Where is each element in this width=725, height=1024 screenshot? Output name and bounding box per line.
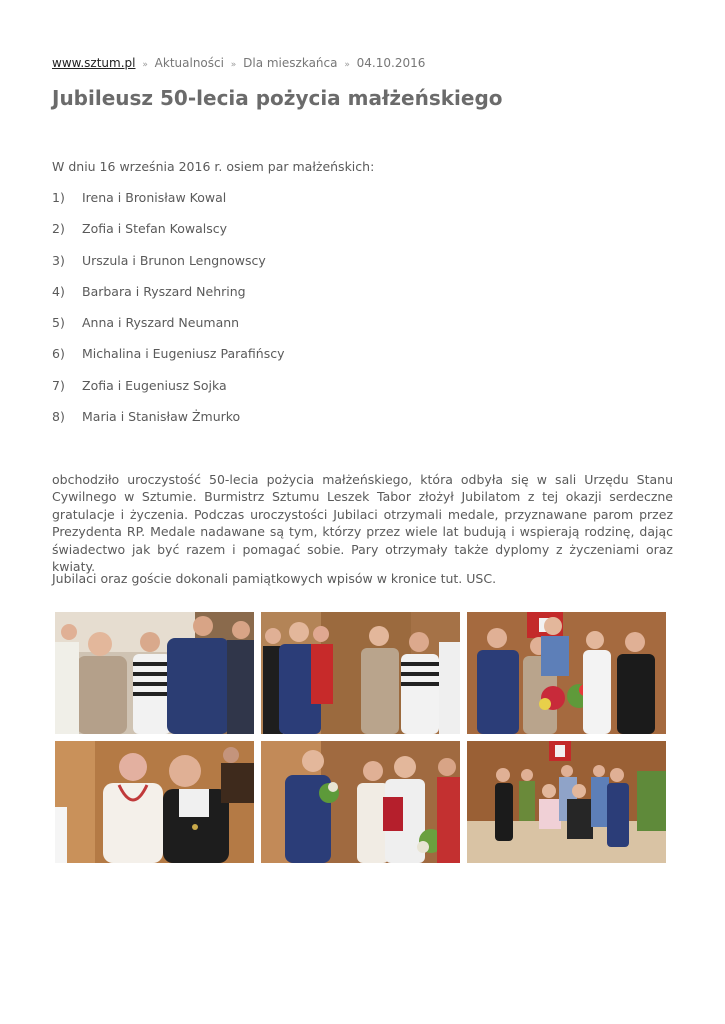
photo-image xyxy=(55,741,254,863)
list-item-name: Anna i Ryszard Neumann xyxy=(82,315,240,331)
couples-list xyxy=(52,190,284,440)
list-item-number: 1) xyxy=(52,190,65,205)
gallery-photo[interactable] xyxy=(261,612,460,734)
list-item-name: Maria i Stanisław Żmurko xyxy=(82,409,241,425)
breadcrumb-separator: » xyxy=(230,60,237,70)
breadcrumb-home-link[interactable]: www.sztum.pl xyxy=(52,56,136,70)
list-item-number: 3) xyxy=(52,252,65,268)
gallery-photo[interactable] xyxy=(467,741,666,863)
list-item-name: Barbara i Ryszard Nehring xyxy=(82,283,246,299)
list-item-name: Zofia i Eugeniusz Sojka xyxy=(82,377,227,393)
list-item xyxy=(52,315,284,346)
list-item-number: 5) xyxy=(52,315,65,331)
list-item xyxy=(52,284,284,315)
photo-image xyxy=(261,741,460,863)
list-item xyxy=(52,253,284,284)
photo-image xyxy=(467,612,666,734)
list-item-number: 8) xyxy=(52,409,65,425)
photo-image xyxy=(261,612,460,734)
list-item-number: 2) xyxy=(52,221,65,237)
list-item xyxy=(52,190,284,221)
intro-text: W dniu 16 września 2016 r. osiem par małżeńskich: xyxy=(52,159,375,174)
list-item-name: Irena i Bronisław Kowal xyxy=(82,190,227,205)
breadcrumb-item-news[interactable]: Aktualności xyxy=(154,56,224,70)
photo-image xyxy=(55,612,254,734)
list-item-name: Zofia i Stefan Kowalscy xyxy=(82,221,228,237)
photo-image xyxy=(467,741,666,863)
list-item-name: Urszula i Brunon Lengnowscy xyxy=(82,252,266,268)
page-title: Jubileusz 50-lecia pożycia małżeńskiego xyxy=(52,86,503,110)
list-item xyxy=(52,221,284,252)
gallery-photo[interactable] xyxy=(467,612,666,734)
list-item-name: Michalina i Eugeniusz Parafińscy xyxy=(82,346,285,362)
breadcrumb xyxy=(52,56,425,70)
gallery-photo[interactable] xyxy=(55,612,254,734)
breadcrumb-item-date: 04.10.2016 xyxy=(356,56,426,70)
ceremony-paragraph: obchodziło uroczystość 50-lecia pożycia małżeńskiego, która odbyła się w sali Urzędu Stanu Cywilnego w Sztumie. Burmistrz Sztumu Leszek Tabor złożył Jubilatom z tej okazji serdeczne gratulacje i życzenia. Podczas uroczystości Jubilaci otrzymali medale, przyznawane parom przez Prezydenta RP. Medale nadawane są tym, którzy przez wiele lat budują i wspierają rodzinę, dając świadectwo jak być razem i pomagać sobie. Pary otrzymały także dyplomy z życzeniami oraz kwiaty. xyxy=(52,472,673,575)
list-item-number: 7) xyxy=(52,377,65,393)
list-item xyxy=(52,378,284,409)
breadcrumb-separator: » xyxy=(142,60,148,70)
list-item xyxy=(52,346,284,377)
list-item-number: 4) xyxy=(52,283,65,299)
gallery-photo[interactable] xyxy=(55,741,254,863)
breadcrumb-separator: » xyxy=(344,60,350,70)
gallery-photo[interactable] xyxy=(261,741,460,863)
chronicle-paragraph: Jubilaci oraz goście dokonali pamiątkowych wpisów w kronice tut. USC. xyxy=(52,571,497,586)
list-item xyxy=(52,409,284,440)
breadcrumb-item-residents[interactable]: Dla mieszkańca xyxy=(243,56,338,70)
list-item-number: 6) xyxy=(52,346,65,362)
